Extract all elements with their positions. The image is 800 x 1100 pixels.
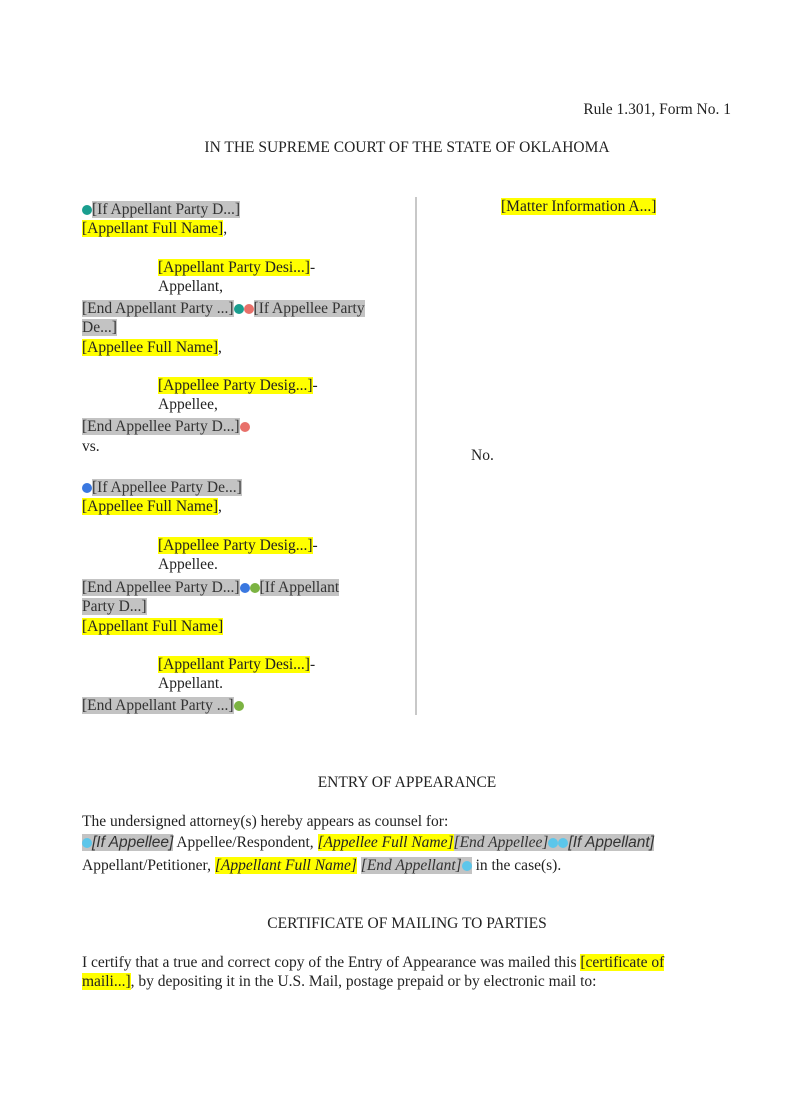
caption-line: [158, 674, 223, 694]
conditional-field[interactable]: [End Appellant]: [360, 857, 462, 874]
entry-line: [82, 856, 561, 876]
conditional-field[interactable]: [End Appellant Party ...]: [82, 300, 234, 317]
merge-field[interactable]: [Appellee Full Name]: [317, 834, 454, 851]
conditional-field[interactable]: [If Appellee]: [92, 834, 174, 851]
text: Appellee/Respondent,: [173, 834, 318, 851]
caption-line: [158, 376, 318, 396]
content-control-marker-icon[interactable]: [240, 422, 250, 432]
caption-line: [82, 318, 117, 338]
merge-field[interactable]: [Appellant Party Desi...]: [158, 259, 310, 276]
text: I certify that a true and correct copy of the Entry of Appearance was mailed this: [82, 954, 581, 971]
content-control-marker-icon[interactable]: [234, 304, 244, 314]
text: Appellee,: [158, 396, 218, 413]
caption-line: [82, 696, 244, 716]
merge-field[interactable]: [Appellee Party Desig...]: [158, 537, 313, 554]
caption-line: [82, 200, 240, 220]
text: Appellant/Petitioner,: [82, 857, 215, 874]
court-title: IN THE SUPREME COURT OF THE STATE OF OKLAHOMA: [204, 139, 610, 156]
marker-wrap: [462, 857, 472, 874]
conditional-field[interactable]: [If Appellant Party D...]: [92, 201, 241, 218]
merge-field[interactable]: [certificate of: [580, 954, 665, 971]
content-control-marker-icon[interactable]: [240, 583, 250, 593]
merge-field[interactable]: [Appellee Full Name]: [82, 339, 219, 356]
caption-divider: [415, 197, 417, 715]
conditional-field[interactable]: [End Appellee]: [453, 834, 549, 851]
certificate-heading: CERTIFICATE OF MAILING TO PARTIES: [267, 915, 547, 932]
marker-wrap: [548, 834, 558, 851]
entry-line: [82, 833, 654, 853]
caption-line: [82, 497, 222, 517]
conditional-field[interactable]: [If Appellant]: [568, 834, 654, 851]
conditional-field[interactable]: [End Appellee Party D...]: [82, 579, 240, 596]
conditional-field[interactable]: [If Appellant: [259, 579, 340, 596]
text: Appellant.: [158, 675, 223, 692]
caption-line: [158, 395, 218, 415]
content-control-marker-icon[interactable]: [234, 701, 244, 711]
caption-line: [82, 617, 223, 637]
content-control-marker-icon[interactable]: [558, 838, 568, 848]
matter-information-field[interactable]: [501, 197, 656, 217]
text: Appellee.: [158, 556, 218, 573]
caption-line: [158, 655, 315, 675]
entry-heading: ENTRY OF APPEARANCE: [317, 774, 497, 791]
case-number-label: No.: [471, 447, 494, 464]
content-control-marker-icon[interactable]: [462, 861, 472, 871]
form-label: Rule 1.301, Form No. 1: [583, 101, 731, 118]
certificate-line: [82, 953, 664, 973]
conditional-field[interactable]: [End Appellee Party D...]: [82, 418, 240, 435]
merge-field[interactable]: [Appellant Full Name]: [214, 857, 357, 874]
text: vs.: [82, 438, 100, 455]
caption-line: [158, 258, 315, 278]
text: ,: [223, 220, 228, 237]
conditional-field[interactable]: [If Appellee Party: [253, 300, 365, 317]
caption-line: [82, 597, 147, 617]
content-control-marker-icon[interactable]: [82, 838, 92, 848]
caption-line: [82, 578, 339, 598]
merge-field[interactable]: [Appellee Full Name]: [82, 498, 219, 515]
caption-line: [82, 338, 222, 358]
matter-information-text: [Matter Information A...]: [501, 198, 657, 215]
content-control-marker-icon[interactable]: [250, 583, 260, 593]
caption-line: [158, 555, 218, 575]
entry-line: [82, 812, 448, 832]
marker-wrap: [558, 834, 568, 851]
caption-line: [82, 478, 242, 498]
caption-line: [158, 277, 223, 297]
conditional-field[interactable]: Party D...]: [82, 598, 147, 615]
caption-line: [158, 536, 318, 556]
text: ,: [218, 339, 222, 356]
text: Appellant,: [158, 278, 223, 295]
caption-line: [82, 417, 250, 437]
caption-line: [82, 437, 100, 457]
certificate-line: [82, 972, 596, 992]
text: The undersigned attorney(s) hereby appears as counsel for:: [82, 813, 449, 830]
text: , by depositing it in the U.S. Mail, postage prepaid or by electronic mail to:: [130, 973, 597, 990]
content-control-marker-icon[interactable]: [82, 483, 92, 493]
conditional-field[interactable]: [End Appellant Party ...]: [82, 697, 234, 714]
caption-line: [82, 219, 227, 239]
content-control-marker-icon[interactable]: [548, 838, 558, 848]
merge-field[interactable]: [Appellant Full Name]: [82, 220, 224, 237]
text: ,: [218, 498, 222, 515]
text: -: [309, 259, 316, 276]
conditional-field[interactable]: De...]: [82, 319, 117, 336]
marker-wrap: [82, 834, 92, 851]
text: in the case(s).: [471, 857, 562, 874]
content-control-marker-icon[interactable]: [244, 304, 254, 314]
merge-field[interactable]: [Appellant Party Desi...]: [158, 656, 310, 673]
merge-field[interactable]: [Appellant Full Name]: [82, 618, 224, 635]
merge-field[interactable]: [Appellee Party Desig...]: [158, 377, 313, 394]
merge-field[interactable]: maili...]: [82, 973, 131, 990]
text: -: [312, 537, 318, 554]
text: -: [309, 656, 316, 673]
text: -: [312, 377, 318, 394]
conditional-field[interactable]: [If Appellee Party De...]: [92, 479, 242, 496]
caption-line: [82, 299, 365, 319]
content-control-marker-icon[interactable]: [82, 205, 92, 215]
